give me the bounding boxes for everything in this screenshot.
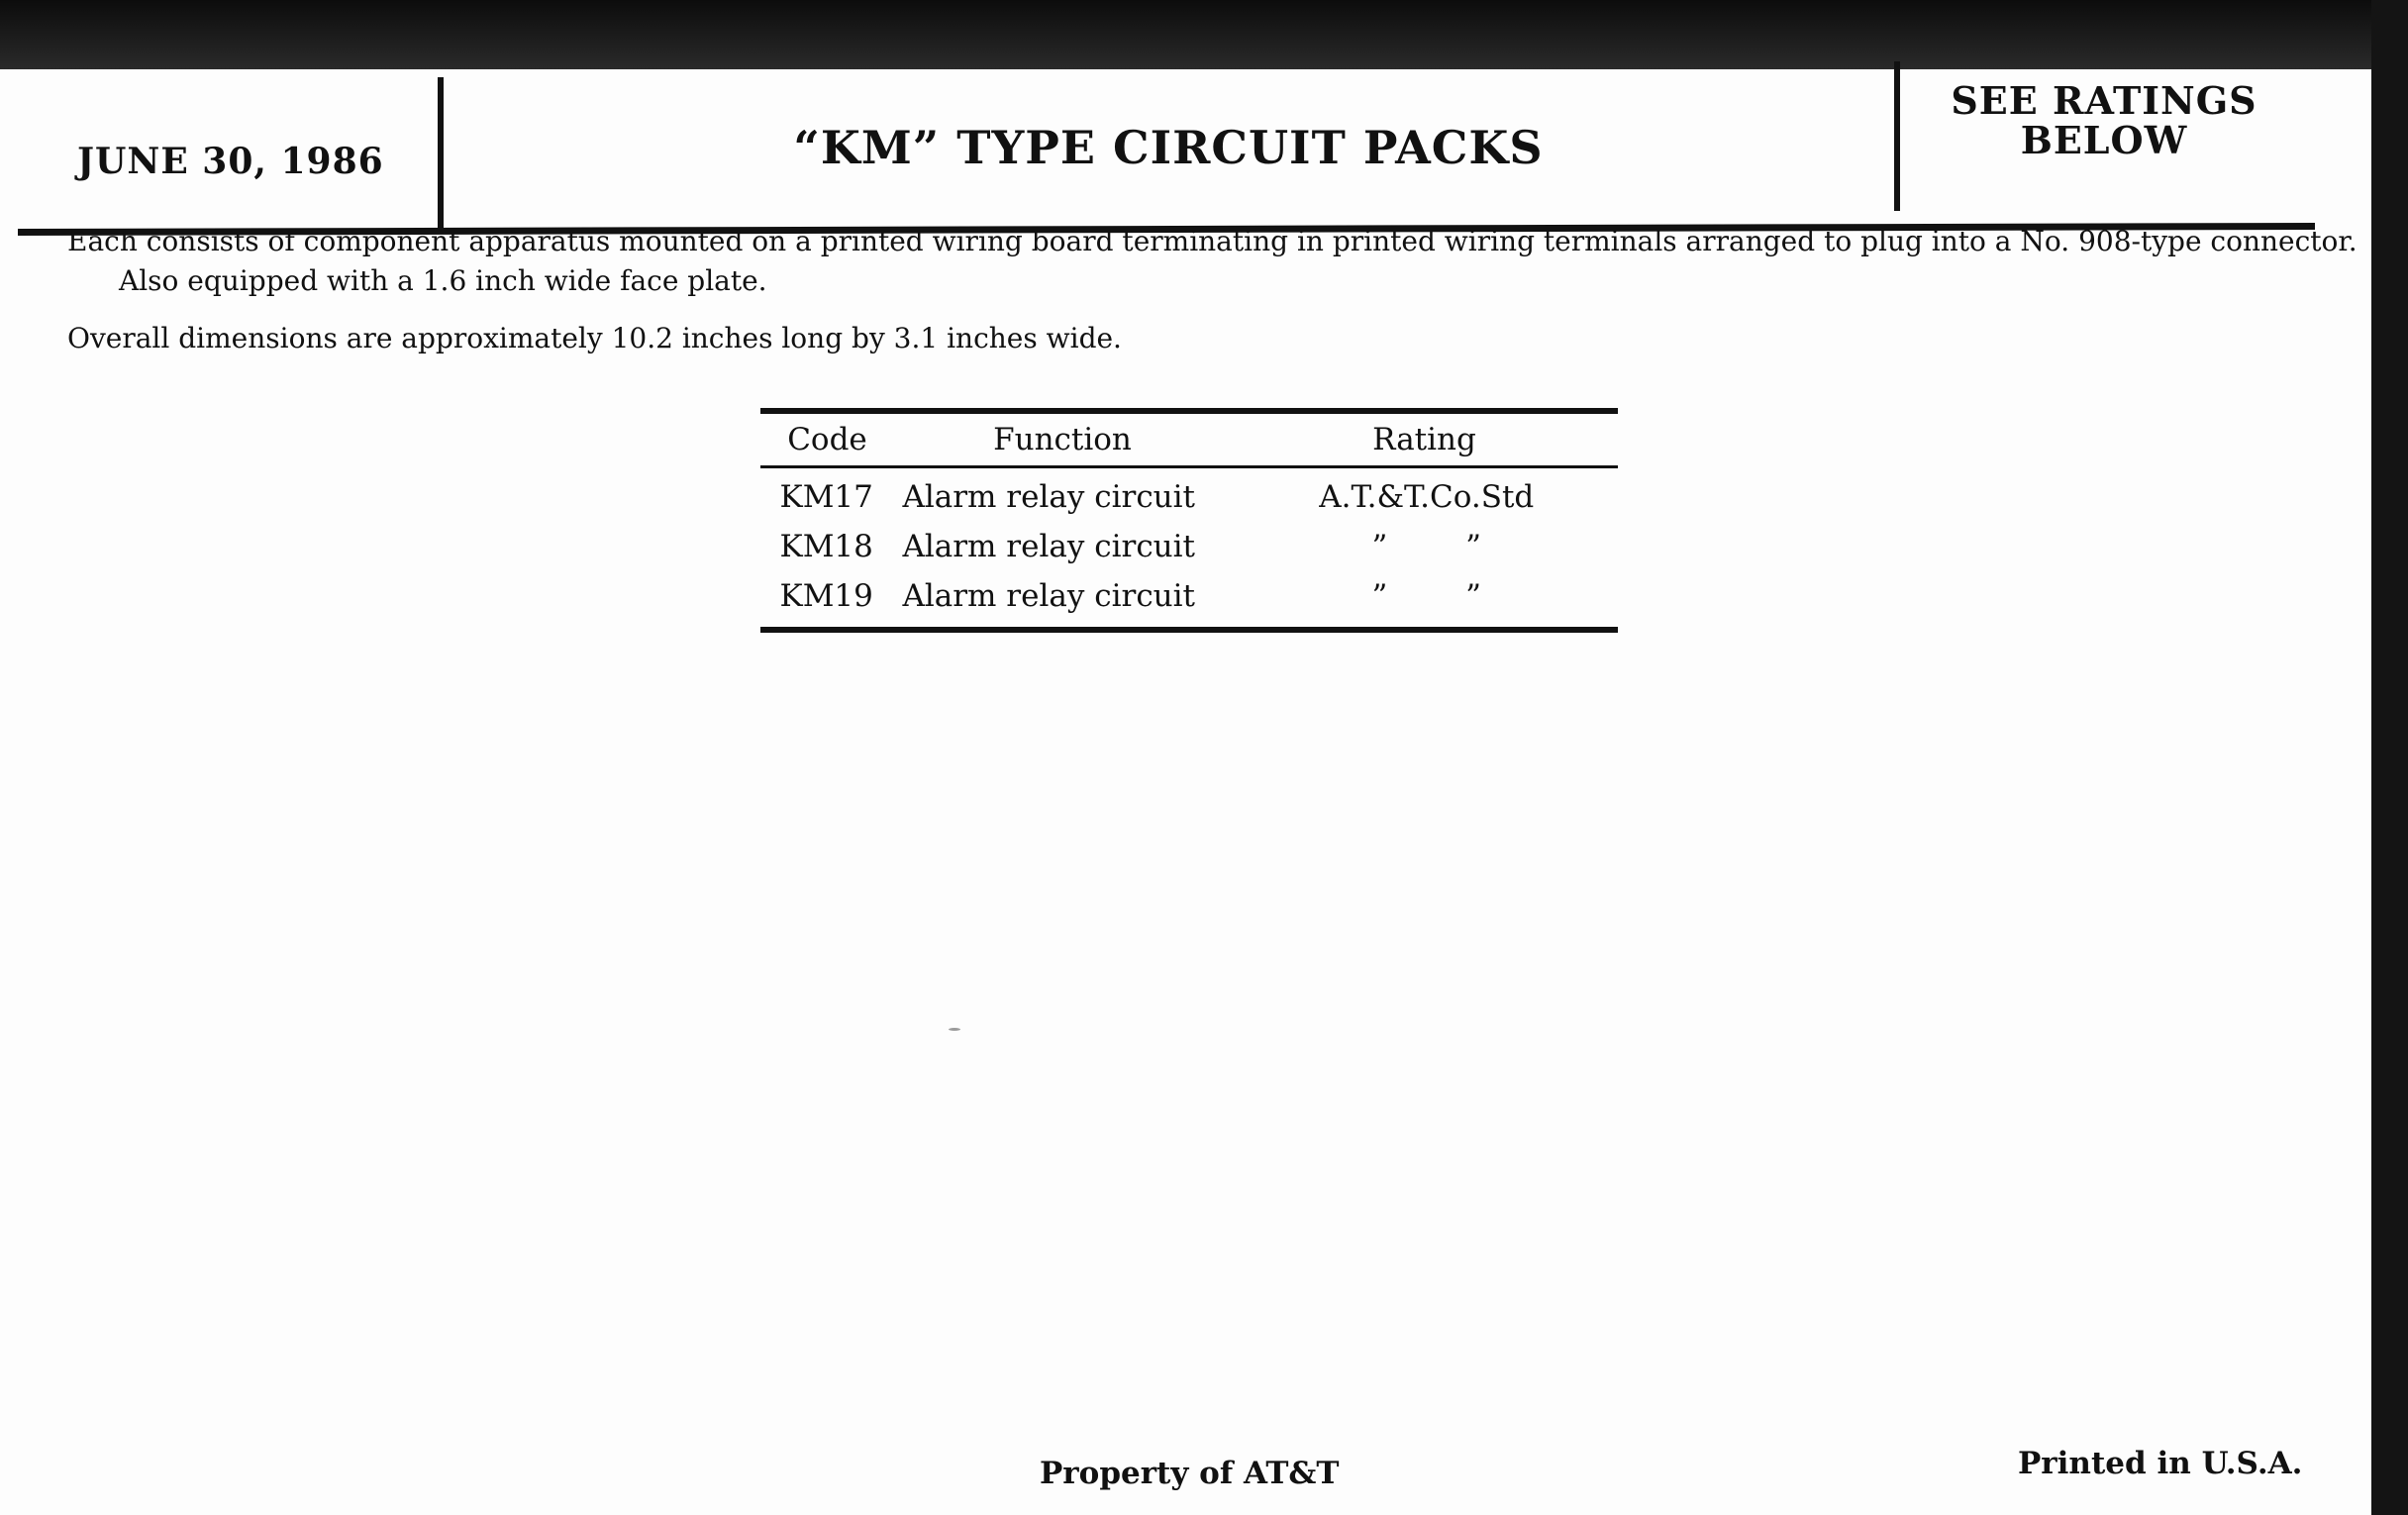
page-title: “KM” TYPE CIRCUIT PACKS — [793, 121, 1544, 174]
cell-function: Alarm relay circuit — [902, 578, 1196, 614]
table-body — [760, 468, 1618, 627]
cell-rating: ” ” — [1371, 529, 1482, 564]
header-divider-right — [1894, 61, 1900, 211]
cell-code: KM18 — [779, 529, 873, 564]
table-header-row — [760, 414, 1618, 465]
footer-printed: Printed in U.S.A. — [2018, 1446, 2303, 1481]
description-line-1: Each consists of component apparatus mounted on a printed wiring board terminating in printed wiring terminals arranged to plug into a No. 908-type connector. — [67, 225, 2358, 257]
ratings-line-2: BELOW — [2020, 118, 2188, 162]
description-line-2: Also equipped with a 1.6 inch wide face plate. — [119, 264, 767, 297]
header-function: Function — [993, 422, 1132, 457]
table-bottom-rule — [760, 627, 1618, 633]
footer-property: Property of AT&T — [1040, 1456, 1340, 1491]
cell-function: Alarm relay circuit — [902, 529, 1196, 564]
description-line-3: Overall dimensions are approximately 10.2 inches long by 3.1 inches wide. — [67, 322, 1122, 354]
cell-rating: A.T.&T.Co.Std — [1319, 479, 1535, 515]
header-code: Code — [787, 422, 867, 457]
table-row — [760, 472, 1618, 522]
table-row — [760, 571, 1618, 621]
header-divider-left — [438, 77, 444, 229]
header-rating: Rating — [1372, 422, 1476, 457]
cell-code: KM17 — [779, 479, 873, 515]
header-date: JUNE 30, 1986 — [77, 141, 384, 182]
table-row — [760, 522, 1618, 571]
cell-code: KM19 — [779, 578, 873, 614]
header-ratings-note — [1906, 78, 2302, 162]
ratings-line-1: SEE RATINGS — [1951, 78, 2258, 123]
cell-function: Alarm relay circuit — [902, 479, 1196, 515]
ratings-table — [760, 408, 1618, 633]
catalog-card — [0, 69, 2371, 1515]
cell-rating: ” ” — [1371, 578, 1482, 614]
scan-border-top — [0, 0, 2408, 69]
scan-border-right — [2371, 0, 2408, 1515]
scan-speck — [949, 1028, 960, 1031]
